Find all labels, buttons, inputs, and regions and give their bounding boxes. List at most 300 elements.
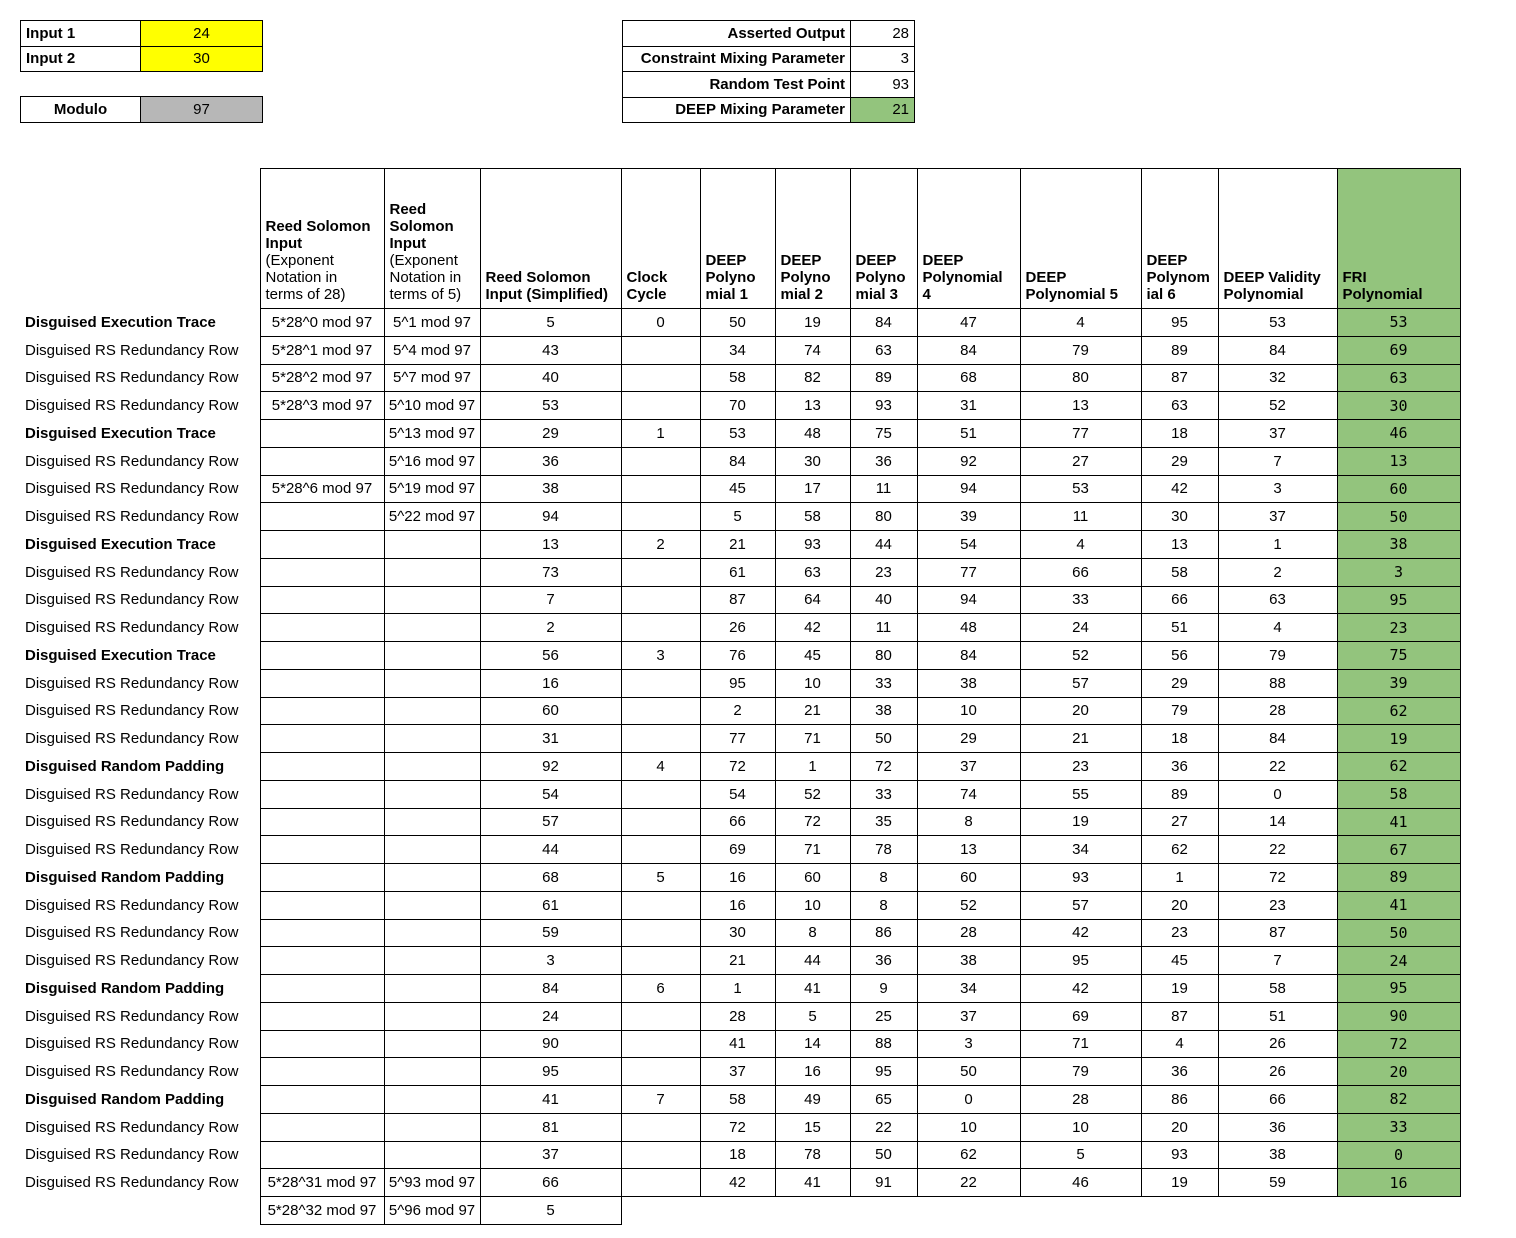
cell-exp28[interactable] — [260, 447, 384, 475]
cell-validity[interactable]: 36 — [1218, 1113, 1337, 1141]
cell-deep-3[interactable]: 11 — [850, 475, 917, 503]
cell-exp5[interactable] — [384, 1002, 480, 1030]
cell-deep-2[interactable]: 17 — [775, 475, 850, 503]
cell-deep-4[interactable]: 10 — [917, 697, 1020, 725]
cell-deep-4[interactable]: 84 — [917, 642, 1020, 670]
cell-deep-1[interactable]: 21 — [700, 947, 775, 975]
cell-rs-simplified[interactable]: 95 — [480, 1058, 621, 1086]
cell-rs-simplified[interactable]: 29 — [480, 420, 621, 448]
input-2-value[interactable]: 30 — [141, 46, 263, 72]
cell-deep-6[interactable]: 18 — [1141, 420, 1218, 448]
cell-clock[interactable]: 2 — [621, 531, 700, 559]
cell-validity[interactable]: 2 — [1218, 558, 1337, 586]
cell-deep-3[interactable]: 40 — [850, 586, 917, 614]
cell-clock[interactable] — [621, 558, 700, 586]
cell-deep-3[interactable]: 88 — [850, 1030, 917, 1058]
cell-clock[interactable] — [621, 1141, 700, 1169]
cell-deep-3[interactable]: 9 — [850, 975, 917, 1003]
cell-deep-3[interactable]: 93 — [850, 392, 917, 420]
cell-exp5[interactable] — [384, 669, 480, 697]
cell-deep-5[interactable]: 20 — [1020, 697, 1141, 725]
cell-deep-6[interactable]: 42 — [1141, 475, 1218, 503]
cell-deep-2[interactable]: 42 — [775, 614, 850, 642]
cell-deep-6[interactable]: 29 — [1141, 447, 1218, 475]
cell-deep-6[interactable]: 36 — [1141, 1058, 1218, 1086]
cell-deep-1[interactable]: 76 — [700, 642, 775, 670]
cell-deep-1[interactable]: 2 — [700, 697, 775, 725]
cell-deep-5[interactable]: 34 — [1020, 836, 1141, 864]
cell-exp5[interactable] — [384, 808, 480, 836]
cell-deep-4[interactable]: 10 — [917, 1113, 1020, 1141]
cell-exp5[interactable] — [384, 1058, 480, 1086]
cell-fri[interactable]: 95 — [1337, 975, 1460, 1003]
cell-deep-4[interactable]: 38 — [917, 947, 1020, 975]
cell-fri[interactable]: 62 — [1337, 697, 1460, 725]
cell-deep-4[interactable]: 37 — [917, 1002, 1020, 1030]
cell-deep-5[interactable]: 24 — [1020, 614, 1141, 642]
cell-clock[interactable] — [621, 836, 700, 864]
cell-deep-3[interactable]: 23 — [850, 558, 917, 586]
cell-exp5[interactable] — [384, 558, 480, 586]
cell-deep-1[interactable]: 54 — [700, 780, 775, 808]
cell-clock[interactable] — [621, 725, 700, 753]
cell-deep-6[interactable]: 20 — [1141, 891, 1218, 919]
cell-clock[interactable] — [621, 808, 700, 836]
cell-deep-2[interactable]: 64 — [775, 586, 850, 614]
cell-fri[interactable]: 50 — [1337, 503, 1460, 531]
cell-deep-3[interactable]: 36 — [850, 447, 917, 475]
cell-fri[interactable]: 41 — [1337, 891, 1460, 919]
cell-deep-5[interactable]: 53 — [1020, 475, 1141, 503]
cell-clock[interactable] — [621, 947, 700, 975]
cell-fri[interactable]: 24 — [1337, 947, 1460, 975]
cell-exp5[interactable] — [384, 1030, 480, 1058]
cell-deep-3[interactable]: 11 — [850, 614, 917, 642]
cell-validity[interactable]: 3 — [1218, 475, 1337, 503]
cell-deep-1[interactable]: 77 — [700, 725, 775, 753]
cell-clock[interactable] — [621, 1002, 700, 1030]
cell-deep-4[interactable]: 94 — [917, 586, 1020, 614]
cell-exp28[interactable] — [260, 1113, 384, 1141]
cell-deep-5[interactable]: 46 — [1020, 1169, 1141, 1197]
cell-exp5[interactable] — [384, 947, 480, 975]
cell-exp28[interactable] — [260, 697, 384, 725]
cell-deep-4[interactable]: 22 — [917, 1169, 1020, 1197]
cell-exp28[interactable] — [260, 891, 384, 919]
cell-fri[interactable]: 67 — [1337, 836, 1460, 864]
cell-deep-4[interactable]: 8 — [917, 808, 1020, 836]
cell-deep-3[interactable]: 84 — [850, 309, 917, 337]
asserted-output-value[interactable]: 28 — [851, 21, 915, 47]
cell-deep-4[interactable]: 84 — [917, 336, 1020, 364]
cell-deep-1[interactable]: 28 — [700, 1002, 775, 1030]
cell-exp5[interactable] — [384, 697, 480, 725]
cell-clock[interactable] — [621, 1058, 700, 1086]
cell-exp28[interactable] — [260, 1141, 384, 1169]
cell-rs-simplified[interactable]: 36 — [480, 447, 621, 475]
cell-exp28[interactable] — [260, 531, 384, 559]
cell-deep-6[interactable]: 89 — [1141, 780, 1218, 808]
cell-exp28[interactable] — [260, 975, 384, 1003]
cell-rs-simplified[interactable]: 59 — [480, 919, 621, 947]
cell-deep-5[interactable]: 42 — [1020, 919, 1141, 947]
cell-rs-simplified[interactable]: 54 — [480, 780, 621, 808]
cell-rs-simplified[interactable]: 81 — [480, 1113, 621, 1141]
cell-deep-2[interactable]: 21 — [775, 697, 850, 725]
cell-rs-simplified[interactable]: 60 — [480, 697, 621, 725]
cell-validity[interactable]: 28 — [1218, 697, 1337, 725]
cell-clock[interactable]: 6 — [621, 975, 700, 1003]
cell-deep-6[interactable]: 19 — [1141, 975, 1218, 1003]
cell-deep-6[interactable]: 56 — [1141, 642, 1218, 670]
cell-clock[interactable]: 7 — [621, 1086, 700, 1114]
cell-deep-4[interactable]: 74 — [917, 780, 1020, 808]
cell-deep-4[interactable]: 94 — [917, 475, 1020, 503]
cell-deep-5[interactable]: 19 — [1020, 808, 1141, 836]
constraint-mixing-value[interactable]: 3 — [851, 46, 915, 72]
cell-clock[interactable]: 3 — [621, 642, 700, 670]
cell-deep-3[interactable]: 50 — [850, 725, 917, 753]
cell-fri[interactable]: 95 — [1337, 586, 1460, 614]
cell-exp5[interactable]: 5^96 mod 97 — [384, 1197, 480, 1225]
cell-clock[interactable]: 1 — [621, 420, 700, 448]
cell-exp28[interactable]: 5*28^0 mod 97 — [260, 309, 384, 337]
cell-deep-6[interactable]: 51 — [1141, 614, 1218, 642]
cell-deep-4[interactable]: 38 — [917, 669, 1020, 697]
cell-deep-6[interactable]: 95 — [1141, 309, 1218, 337]
cell-deep-5[interactable]: 11 — [1020, 503, 1141, 531]
cell-rs-simplified[interactable]: 90 — [480, 1030, 621, 1058]
cell-deep-6[interactable]: 27 — [1141, 808, 1218, 836]
cell-deep-2[interactable]: 93 — [775, 531, 850, 559]
cell-exp5[interactable]: 5^10 mod 97 — [384, 392, 480, 420]
cell-clock[interactable]: 0 — [621, 309, 700, 337]
cell-rs-simplified[interactable]: 24 — [480, 1002, 621, 1030]
cell-deep-1[interactable]: 72 — [700, 1113, 775, 1141]
cell-rs-simplified[interactable]: 16 — [480, 669, 621, 697]
cell-fri[interactable]: 13 — [1337, 447, 1460, 475]
cell-deep-6[interactable]: 13 — [1141, 531, 1218, 559]
cell-deep-1[interactable]: 53 — [700, 420, 775, 448]
cell-deep-1[interactable]: 18 — [700, 1141, 775, 1169]
cell-deep-2[interactable]: 41 — [775, 1169, 850, 1197]
cell-rs-simplified[interactable]: 38 — [480, 475, 621, 503]
cell-deep-4[interactable]: 47 — [917, 309, 1020, 337]
cell-exp5[interactable]: 5^22 mod 97 — [384, 503, 480, 531]
cell-deep-3[interactable]: 8 — [850, 891, 917, 919]
cell-deep-3[interactable]: 80 — [850, 503, 917, 531]
cell-deep-3[interactable]: 78 — [850, 836, 917, 864]
cell-exp5[interactable]: 5^93 mod 97 — [384, 1169, 480, 1197]
cell-deep-6[interactable]: 23 — [1141, 919, 1218, 947]
cell-deep-1[interactable]: 16 — [700, 864, 775, 892]
cell-exp28[interactable]: 5*28^2 mod 97 — [260, 364, 384, 392]
cell-validity[interactable]: 1 — [1218, 531, 1337, 559]
cell-deep-4[interactable]: 62 — [917, 1141, 1020, 1169]
cell-rs-simplified[interactable]: 92 — [480, 753, 621, 781]
cell-exp28[interactable] — [260, 864, 384, 892]
cell-deep-1[interactable]: 72 — [700, 753, 775, 781]
cell-fri[interactable]: 82 — [1337, 1086, 1460, 1114]
cell-rs-simplified[interactable]: 57 — [480, 808, 621, 836]
cell-deep-2[interactable]: 8 — [775, 919, 850, 947]
cell-deep-2[interactable]: 58 — [775, 503, 850, 531]
cell-deep-5[interactable]: 57 — [1020, 891, 1141, 919]
cell-deep-2[interactable]: 16 — [775, 1058, 850, 1086]
cell-deep-2[interactable]: 60 — [775, 864, 850, 892]
cell-exp5[interactable]: 5^7 mod 97 — [384, 364, 480, 392]
cell-validity[interactable]: 22 — [1218, 836, 1337, 864]
cell-deep-1[interactable]: 45 — [700, 475, 775, 503]
cell-deep-2[interactable]: 10 — [775, 669, 850, 697]
cell-deep-5[interactable]: 28 — [1020, 1086, 1141, 1114]
cell-deep-6[interactable]: 20 — [1141, 1113, 1218, 1141]
cell-clock[interactable] — [621, 1030, 700, 1058]
cell-exp28[interactable] — [260, 1030, 384, 1058]
cell-deep-2[interactable]: 63 — [775, 558, 850, 586]
cell-validity[interactable]: 87 — [1218, 919, 1337, 947]
cell-deep-1[interactable]: 95 — [700, 669, 775, 697]
cell-deep-1[interactable]: 66 — [700, 808, 775, 836]
cell-validity[interactable]: 37 — [1218, 503, 1337, 531]
cell-deep-5[interactable]: 55 — [1020, 780, 1141, 808]
cell-validity[interactable]: 84 — [1218, 725, 1337, 753]
cell-deep-3[interactable]: 65 — [850, 1086, 917, 1114]
cell-deep-3[interactable]: 75 — [850, 420, 917, 448]
cell-deep-4[interactable]: 37 — [917, 753, 1020, 781]
cell-fri[interactable]: 72 — [1337, 1030, 1460, 1058]
cell-deep-2[interactable]: 49 — [775, 1086, 850, 1114]
cell-deep-2[interactable]: 71 — [775, 836, 850, 864]
cell-exp28[interactable] — [260, 808, 384, 836]
cell-deep-1[interactable]: 41 — [700, 1030, 775, 1058]
cell-deep-2[interactable]: 44 — [775, 947, 850, 975]
cell-deep-1[interactable]: 5 — [700, 503, 775, 531]
cell-fri[interactable]: 89 — [1337, 864, 1460, 892]
cell-validity[interactable]: 53 — [1218, 309, 1337, 337]
cell-exp5[interactable] — [384, 725, 480, 753]
cell-rs-simplified[interactable]: 2 — [480, 614, 621, 642]
cell-rs-simplified[interactable]: 84 — [480, 975, 621, 1003]
cell-deep-4[interactable]: 29 — [917, 725, 1020, 753]
cell-clock[interactable]: 4 — [621, 753, 700, 781]
cell-exp28[interactable] — [260, 558, 384, 586]
cell-deep-6[interactable]: 45 — [1141, 947, 1218, 975]
cell-rs-simplified[interactable]: 68 — [480, 864, 621, 892]
cell-validity[interactable]: 26 — [1218, 1058, 1337, 1086]
cell-validity[interactable]: 79 — [1218, 642, 1337, 670]
cell-deep-1[interactable]: 37 — [700, 1058, 775, 1086]
cell-deep-2[interactable]: 41 — [775, 975, 850, 1003]
cell-deep-5[interactable]: 23 — [1020, 753, 1141, 781]
cell-deep-5[interactable]: 4 — [1020, 531, 1141, 559]
cell-fri[interactable]: 60 — [1337, 475, 1460, 503]
cell-deep-5[interactable]: 77 — [1020, 420, 1141, 448]
cell-deep-6[interactable]: 93 — [1141, 1141, 1218, 1169]
cell-deep-6[interactable]: 1 — [1141, 864, 1218, 892]
cell-deep-1[interactable]: 61 — [700, 558, 775, 586]
cell-deep-3[interactable]: 72 — [850, 753, 917, 781]
modulo-value[interactable]: 97 — [141, 97, 263, 123]
cell-clock[interactable]: 5 — [621, 864, 700, 892]
cell-fri[interactable]: 3 — [1337, 558, 1460, 586]
cell-fri[interactable]: 53 — [1337, 309, 1460, 337]
cell-clock[interactable] — [621, 780, 700, 808]
cell-clock[interactable] — [621, 336, 700, 364]
cell-deep-5[interactable]: 4 — [1020, 309, 1141, 337]
cell-deep-4[interactable]: 0 — [917, 1086, 1020, 1114]
cell-deep-1[interactable]: 34 — [700, 336, 775, 364]
cell-deep-3[interactable]: 38 — [850, 697, 917, 725]
cell-deep-4[interactable]: 48 — [917, 614, 1020, 642]
cell-rs-simplified[interactable]: 56 — [480, 642, 621, 670]
cell-exp28[interactable] — [260, 503, 384, 531]
cell-rs-simplified[interactable]: 61 — [480, 891, 621, 919]
cell-rs-simplified[interactable]: 41 — [480, 1086, 621, 1114]
cell-deep-5[interactable]: 33 — [1020, 586, 1141, 614]
cell-exp5[interactable] — [384, 919, 480, 947]
cell-rs-simplified[interactable]: 73 — [480, 558, 621, 586]
cell-exp5[interactable]: 5^1 mod 97 — [384, 309, 480, 337]
cell-deep-3[interactable]: 89 — [850, 364, 917, 392]
cell-exp28[interactable] — [260, 642, 384, 670]
cell-exp28[interactable] — [260, 753, 384, 781]
cell-deep-6[interactable]: 36 — [1141, 753, 1218, 781]
cell-deep-4[interactable]: 31 — [917, 392, 1020, 420]
cell-deep-5[interactable]: 66 — [1020, 558, 1141, 586]
cell-clock[interactable] — [621, 447, 700, 475]
cell-validity[interactable]: 63 — [1218, 586, 1337, 614]
cell-deep-2[interactable]: 30 — [775, 447, 850, 475]
cell-validity[interactable]: 26 — [1218, 1030, 1337, 1058]
cell-exp28[interactable]: 5*28^32 mod 97 — [260, 1197, 384, 1225]
input-1-value[interactable]: 24 — [141, 21, 263, 47]
cell-fri[interactable]: 33 — [1337, 1113, 1460, 1141]
cell-validity[interactable]: 51 — [1218, 1002, 1337, 1030]
cell-deep-5[interactable]: 10 — [1020, 1113, 1141, 1141]
cell-deep-4[interactable]: 51 — [917, 420, 1020, 448]
cell-deep-4[interactable]: 60 — [917, 864, 1020, 892]
cell-validity[interactable]: 0 — [1218, 780, 1337, 808]
cell-validity[interactable]: 23 — [1218, 891, 1337, 919]
cell-deep-2[interactable]: 10 — [775, 891, 850, 919]
cell-deep-3[interactable]: 33 — [850, 780, 917, 808]
cell-exp5[interactable]: 5^4 mod 97 — [384, 336, 480, 364]
cell-fri[interactable]: 41 — [1337, 808, 1460, 836]
cell-validity[interactable]: 37 — [1218, 420, 1337, 448]
cell-exp28[interactable]: 5*28^3 mod 97 — [260, 392, 384, 420]
cell-deep-3[interactable]: 35 — [850, 808, 917, 836]
cell-deep-1[interactable]: 87 — [700, 586, 775, 614]
cell-deep-2[interactable]: 71 — [775, 725, 850, 753]
cell-validity[interactable]: 72 — [1218, 864, 1337, 892]
cell-rs-simplified[interactable]: 5 — [480, 1197, 621, 1225]
cell-validity[interactable]: 88 — [1218, 669, 1337, 697]
cell-deep-1[interactable]: 50 — [700, 309, 775, 337]
cell-deep-3[interactable]: 50 — [850, 1141, 917, 1169]
cell-deep-5[interactable]: 79 — [1020, 336, 1141, 364]
cell-fri[interactable]: 62 — [1337, 753, 1460, 781]
cell-exp28[interactable]: 5*28^1 mod 97 — [260, 336, 384, 364]
cell-fri[interactable]: 30 — [1337, 392, 1460, 420]
cell-rs-simplified[interactable]: 31 — [480, 725, 621, 753]
cell-deep-6[interactable]: 63 — [1141, 392, 1218, 420]
cell-rs-simplified[interactable]: 44 — [480, 836, 621, 864]
cell-exp5[interactable] — [384, 642, 480, 670]
cell-deep-3[interactable]: 44 — [850, 531, 917, 559]
random-test-point-value[interactable]: 93 — [851, 72, 915, 98]
cell-exp5[interactable] — [384, 864, 480, 892]
cell-fri[interactable]: 58 — [1337, 780, 1460, 808]
cell-exp28[interactable] — [260, 614, 384, 642]
cell-deep-5[interactable]: 21 — [1020, 725, 1141, 753]
cell-deep-4[interactable]: 92 — [917, 447, 1020, 475]
cell-deep-5[interactable]: 71 — [1020, 1030, 1141, 1058]
cell-deep-2[interactable]: 48 — [775, 420, 850, 448]
cell-deep-4[interactable]: 77 — [917, 558, 1020, 586]
cell-exp5[interactable] — [384, 753, 480, 781]
cell-rs-simplified[interactable]: 13 — [480, 531, 621, 559]
cell-deep-1[interactable]: 21 — [700, 531, 775, 559]
cell-deep-1[interactable]: 70 — [700, 392, 775, 420]
cell-deep-1[interactable]: 30 — [700, 919, 775, 947]
cell-fri[interactable]: 75 — [1337, 642, 1460, 670]
cell-deep-5[interactable]: 42 — [1020, 975, 1141, 1003]
cell-deep-2[interactable]: 14 — [775, 1030, 850, 1058]
cell-rs-simplified[interactable]: 7 — [480, 586, 621, 614]
cell-clock[interactable] — [621, 475, 700, 503]
cell-fri[interactable]: 69 — [1337, 336, 1460, 364]
cell-exp5[interactable]: 5^16 mod 97 — [384, 447, 480, 475]
cell-rs-simplified[interactable]: 66 — [480, 1169, 621, 1197]
cell-deep-1[interactable]: 42 — [700, 1169, 775, 1197]
cell-validity[interactable]: 7 — [1218, 447, 1337, 475]
cell-validity[interactable]: 4 — [1218, 614, 1337, 642]
cell-deep-1[interactable]: 58 — [700, 364, 775, 392]
cell-deep-1[interactable]: 16 — [700, 891, 775, 919]
cell-rs-simplified[interactable]: 94 — [480, 503, 621, 531]
cell-fri[interactable]: 39 — [1337, 669, 1460, 697]
cell-deep-3[interactable]: 25 — [850, 1002, 917, 1030]
cell-deep-6[interactable]: 86 — [1141, 1086, 1218, 1114]
cell-rs-simplified[interactable]: 40 — [480, 364, 621, 392]
cell-deep-6[interactable]: 18 — [1141, 725, 1218, 753]
cell-clock[interactable] — [621, 364, 700, 392]
cell-exp5[interactable] — [384, 614, 480, 642]
cell-deep-5[interactable]: 13 — [1020, 392, 1141, 420]
cell-rs-simplified[interactable]: 5 — [480, 309, 621, 337]
cell-fri[interactable]: 63 — [1337, 364, 1460, 392]
cell-exp28[interactable] — [260, 420, 384, 448]
cell-fri[interactable]: 23 — [1337, 614, 1460, 642]
cell-validity[interactable]: 32 — [1218, 364, 1337, 392]
cell-exp5[interactable]: 5^13 mod 97 — [384, 420, 480, 448]
cell-deep-6[interactable]: 19 — [1141, 1169, 1218, 1197]
cell-deep-5[interactable]: 80 — [1020, 364, 1141, 392]
cell-rs-simplified[interactable]: 43 — [480, 336, 621, 364]
cell-deep-6[interactable]: 87 — [1141, 364, 1218, 392]
cell-validity[interactable]: 14 — [1218, 808, 1337, 836]
cell-exp5[interactable] — [384, 1141, 480, 1169]
cell-deep-6[interactable]: 58 — [1141, 558, 1218, 586]
cell-validity[interactable]: 38 — [1218, 1141, 1337, 1169]
cell-exp5[interactable] — [384, 1086, 480, 1114]
cell-exp28[interactable] — [260, 947, 384, 975]
cell-clock[interactable] — [621, 919, 700, 947]
cell-rs-simplified[interactable]: 3 — [480, 947, 621, 975]
cell-deep-5[interactable]: 5 — [1020, 1141, 1141, 1169]
cell-deep-3[interactable]: 95 — [850, 1058, 917, 1086]
